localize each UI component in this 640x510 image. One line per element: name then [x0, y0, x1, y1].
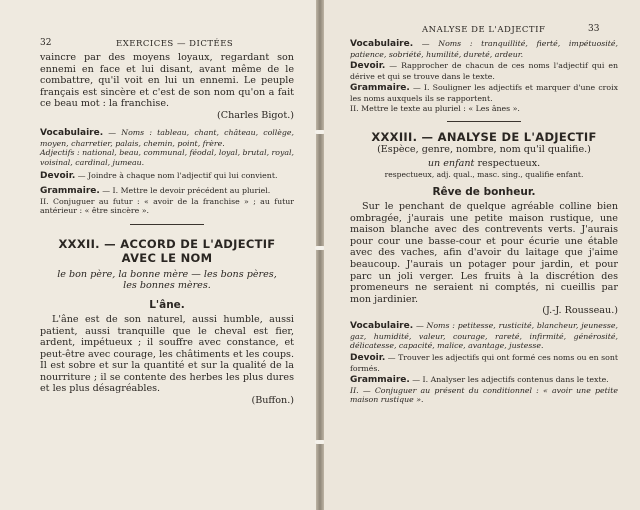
example-analysis: respectueux, adj. qual., masc. sing., qualifie enfant.	[384, 170, 584, 180]
section-title-line2: AVEC LE NOM	[121, 250, 213, 265]
examples-line2: les bonnes mères.	[123, 280, 211, 292]
section-divider	[130, 224, 204, 225]
example-phrase-a: un enfant	[427, 157, 475, 169]
vocabulary-block-right	[350, 39, 618, 59]
examples-line1: le bon père, la bonne mère — les bons pères,	[57, 268, 277, 280]
grammaire-ii-right: II. Mettre le texte au pluriel : « Les ânes ».	[350, 103, 520, 113]
devoir-block	[40, 171, 294, 182]
right-content	[350, 39, 618, 405]
vocabulary-noms	[40, 128, 294, 148]
vocabulary-noms-text: — Noms : tableau, chant, château, collège, moyen, charretier, palais, chemin, point, frère.	[40, 127, 294, 148]
dictee-title: L'âne.	[149, 298, 185, 311]
devoir-text-right: — Rapprocher de chacun de ces noms l'adjectif qui en dérive et qui se trouve dans le texte.	[350, 61, 618, 81]
right-page	[324, 0, 640, 510]
dictee-citation-right: (J.-J. Rousseau.)	[542, 305, 618, 317]
intro-citation: (Charles Bigot.)	[217, 109, 294, 121]
grammaire2-block	[350, 375, 618, 386]
devoir-text: — Joindre à chaque nom l'adjectif qui lui convient.	[77, 171, 278, 181]
vocabulary-label: Vocabulaire.	[40, 127, 104, 138]
intro-paragraph: vaincre par des moyens loyaux, regardant son ennemi en face et lui disant, avant même de le combattre, qu'il voit en lui un ennemi. Le peuple français est sincère et c'est de son nom qu'on a fait ce beau mot : la franchise.	[40, 52, 294, 110]
dictee-text-right: Sur le penchant de quelque agréable colline bien ombragée, j'aurais une petite maison rustique, une maison blanche avec des contrevents verts. J'aurais pour cour une basse-cour et pour écurie une étable avec des vaches, afin d'avoir du laitage que j'aime beaucoup. J'aurais un potager pour jardin, et pour parc un joli verger. Les fruits à la discrétion des promeneurs ne seraient ni comptés, ni cueillis par mon jardinier.	[350, 200, 618, 305]
grammaire2-label: Grammaire.	[350, 375, 410, 386]
example-phrase	[350, 158, 618, 170]
example-phrase-b: respectueux.	[477, 157, 541, 169]
grammaire-label: Grammaire.	[40, 185, 100, 196]
book-gutter	[316, 0, 324, 510]
vocabulary2-block	[350, 321, 618, 351]
grammaire-label-right: Grammaire.	[350, 83, 410, 94]
devoir2-text: — Trouver les adjectifs qui ont formé ces noms ou en sont formés.	[350, 353, 618, 373]
vocabulary-text-right: — Noms : tranquillité, fierté, impétuosité, patience, sobriété, humilité, dureté, ardeur.	[350, 39, 618, 59]
devoir-block-right	[350, 61, 618, 81]
dictee-citation: (Buffon.)	[251, 395, 294, 407]
section-subtitle-right: (Espèce, genre, nombre, nom qu'il qualifie.)	[377, 144, 591, 156]
section-divider-right	[447, 121, 521, 122]
page-number-left: 32	[40, 38, 52, 48]
grammaire-text: — I. Mettre le devoir précédent au pluriel.	[102, 185, 271, 195]
running-head-left: EXERCICES — DICTÉES	[116, 39, 234, 49]
devoir2-label: Devoir.	[350, 353, 386, 364]
grammaire2-ii: II. — Conjuguer au présent du conditionnel : « avoir une petite maison rustique ».	[350, 385, 618, 405]
grammaire-block-right	[350, 83, 618, 103]
vocabulary-adjectifs: Adjectifs : national, beau, communal, féodal, loyal, brutal, royal, voisinal, cardinal, jumeau.	[40, 148, 294, 167]
left-content	[40, 52, 294, 407]
left-page	[0, 0, 316, 510]
section-title-right: XXXIII. — ANALYSE DE L'ADJECTIF	[371, 130, 597, 145]
vocabulary-label-right: Vocabulaire.	[350, 39, 414, 49]
grammaire-block	[40, 186, 294, 197]
page-number-right: 33	[588, 24, 600, 34]
grammaire2-text: — I. Analyser les adjectifs contenus dans le texte.	[412, 375, 609, 385]
devoir-label-right: Devoir.	[350, 61, 386, 72]
grammaire-text-right: — I. Souligner les adjectifs et marquer d'une croix les noms auxquels ils se rapportent.	[350, 83, 618, 103]
vocabulary2-text: — Noms : petitesse, rusticité, blancheur, jeunesse, gaz, humidité, valeur, courage, rareté, infirmité, générosité, délicatesse, capacité, malice, avantage, justesse.	[350, 321, 618, 351]
dictee-title-right: Rêve de bonheur.	[432, 185, 536, 198]
grammaire-ii: II. Conjuguer au futur : « avoir de la franchise » ; au futur antérieur : « être sincère ».	[40, 196, 294, 216]
devoir2-block	[350, 353, 618, 373]
dictee-text: L'âne est de son naturel, aussi humble, aussi patient, aussi tranquille que le cheval est fier, ardent, impétueux ; il souffre avec constance, et peut-être avec courage, les châtiments et les coups. Il est sobre et sur la quantité et sur la qualité de la nourriture ; il se contente des herbes les plus dures et les plus désagréables.	[40, 313, 294, 395]
section-title-line1: XXXII. — ACCORD DE L'ADJECTIF	[58, 236, 276, 251]
vocabulary2-label: Vocabulaire.	[350, 321, 414, 332]
running-head-right: ANALYSE DE L'ADJECTIF	[422, 25, 546, 35]
devoir-label: Devoir.	[40, 171, 76, 182]
